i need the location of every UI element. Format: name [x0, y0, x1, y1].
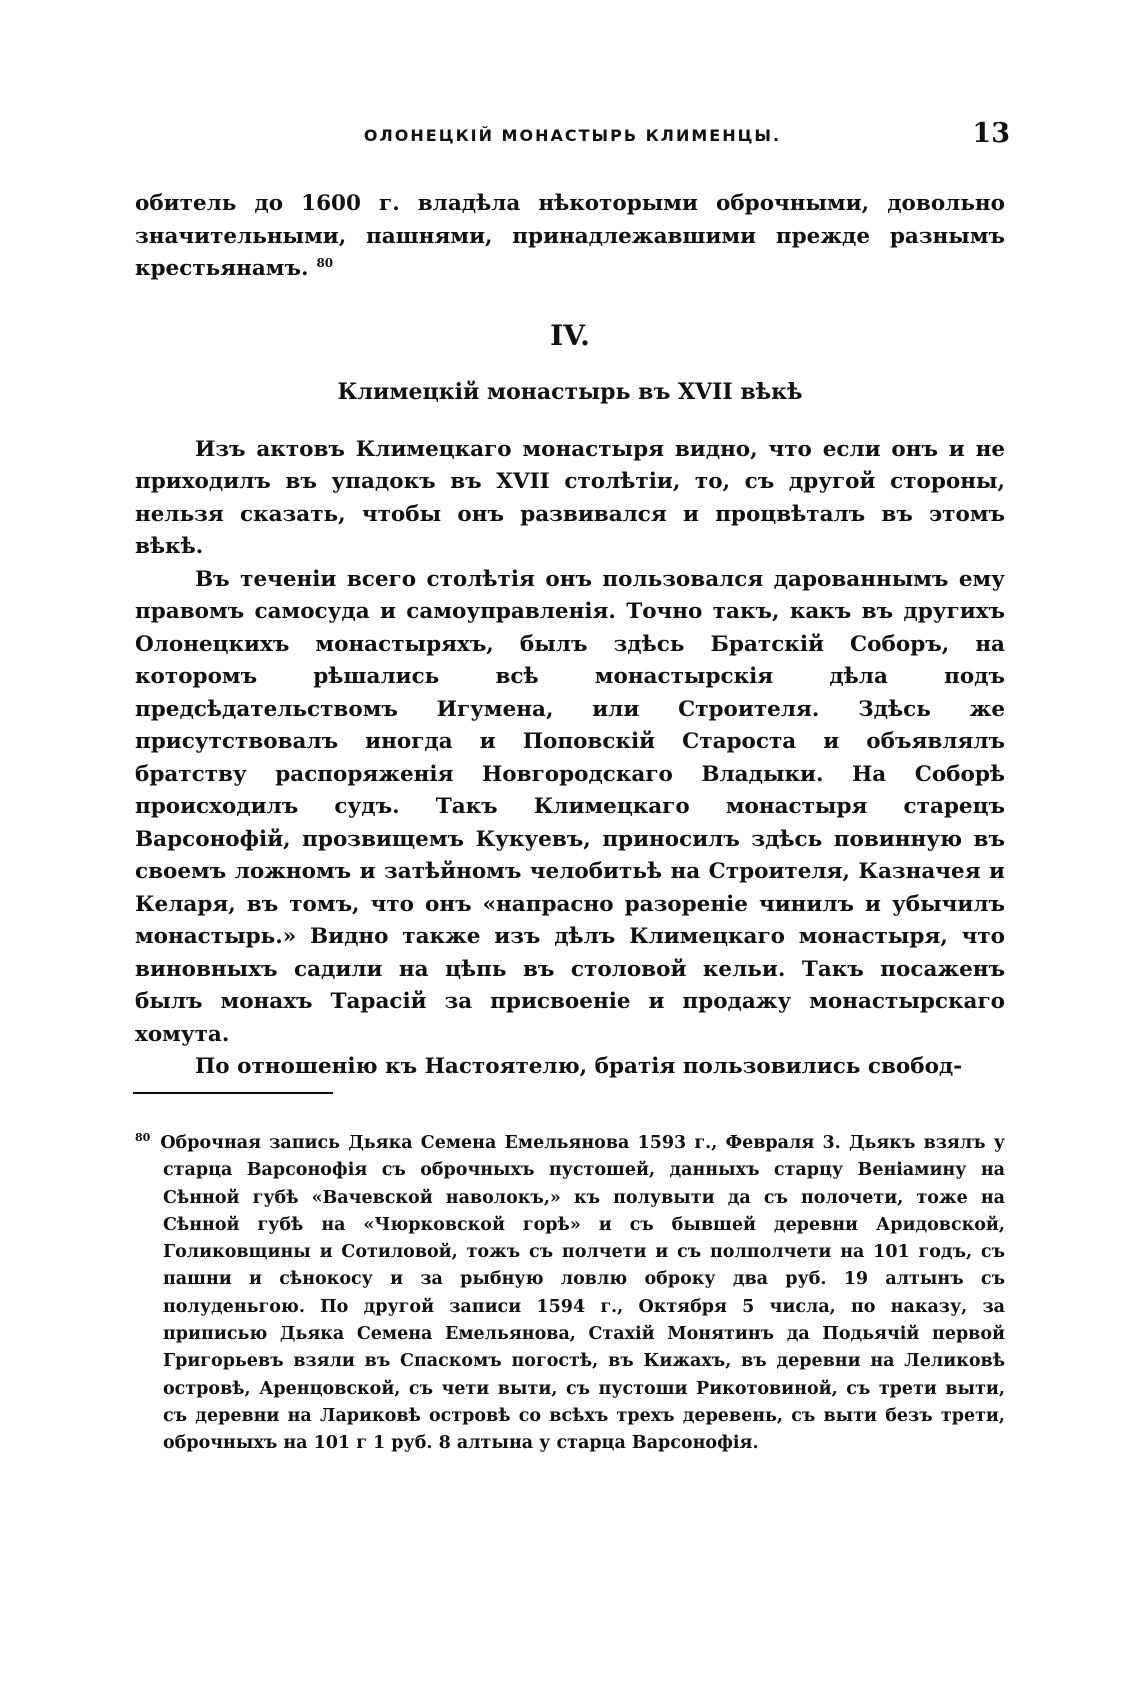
- running-title: ОЛОНЕЦКІЙ МОНАСТЫРЬ КЛИМЕНЦЫ.: [363, 126, 782, 145]
- paragraph-2: Въ теченіи всего столѣтія онъ пользовался дарованнымъ ему правомъ самосуда и самоуправленія. Точно такъ, какъ въ другихъ Олонецкихъ монастыряхъ, былъ здѣсь Братскій Соборъ, на которомъ рѣшались всѣ монастырскія дѣла подъ предсѣдательствомъ Игумена, или Строителя. Здѣсь же присутствовалъ иногда и Поповскій Староста и объявлялъ братству распоряженія Новгородскаго Владыки. На Соборѣ происходилъ судъ. Такъ Климецкаго монастыря старецъ Варсонофій, прозвищемъ Кукуевъ, приносилъ здѣсь повинную въ своемъ ложномъ и затѣйномъ челобитьѣ на Строителя, Казначея и Келаря, въ томъ, что онъ «напрасно разореніе чинилъ и убычилъ монастырь.» Видно также изъ дѣлъ Климецкаго монастыря, что виновныхъ садили на цѣпь въ столовой кельи. Такъ посаженъ былъ монахъ Тарасій за присвоеніе и продажу монастырскаго хомута.: [135, 566, 1005, 1047]
- footnote-divider: [133, 1092, 333, 1094]
- page-number: 13: [972, 118, 1010, 149]
- body-text: [135, 188, 1005, 1084]
- section-title: Климецкій монастырь въ XVII вѣкѣ: [337, 378, 803, 405]
- footnote-text: Оброчная запись Дьяка Семена Емельянова 1593 г., Февраля 3. Дьякъ взялъ у старца Варсонофія съ оброчныхъ пустошей, данныхъ старцу Веніамину на Сѣнной губѣ «Вачевской наволокъ,» къ полувыти да съ полочети, тоже на Сѣнной губѣ на «Чюрковской горѣ» и съ бывшей деревни Аридовской, Голиковщины и Сотиловой, тожъ съ полчети и съ полполчети на 101 годъ, съ пашни и сѣнокосу и за рыбную ловлю оброку два руб. 19 алтынъ съ полуденьгою. По другой записи 1594 г., Октября 5 числа, по наказу, за приписью Дьяка Семена Емельянова, Стахій Монятинъ да Подьячій первой Григорьевъ взяли въ Спаскомъ погостѣ, въ Кижахъ, въ деревни на Леликовѣ островѣ, Аренцовской, съ чети выти, съ пустоши Рикотовиной, съ трети выти, съ деревни на Лариковѣ островѣ со всѣхъ трехъ деревень, съ выти безъ трети, оброчныхъ на 101 г 1 руб. 8 алтына у старца Варсонофія.: [160, 1133, 1005, 1454]
- footnote: [135, 1130, 1005, 1458]
- continuation-paragraph: [135, 188, 1005, 286]
- footnote-reference: 80: [316, 255, 334, 270]
- continuation-text: обитель до 1600 г. владѣла нѣкоторыми оброчными, довольно значительными, пашнями, принадлежавшими прежде разнымъ крестьянамъ.: [135, 191, 1005, 281]
- paragraph-1: Изъ актовъ Климецкаго монастыря видно, что если онъ и не приходилъ въ упадокъ въ XVII столѣтіи, то, съ другой стороны, нельзя сказать, чтобы онъ развивался и процвѣталъ въ этомъ вѣкѣ.: [135, 436, 1005, 559]
- paragraph-3: По отношенію къ Настоятелю, братія пользовились свобод-: [195, 1054, 963, 1079]
- footnote-marker: 80: [135, 1131, 151, 1145]
- page-header: [135, 118, 1010, 158]
- section-number: IV.: [550, 318, 590, 352]
